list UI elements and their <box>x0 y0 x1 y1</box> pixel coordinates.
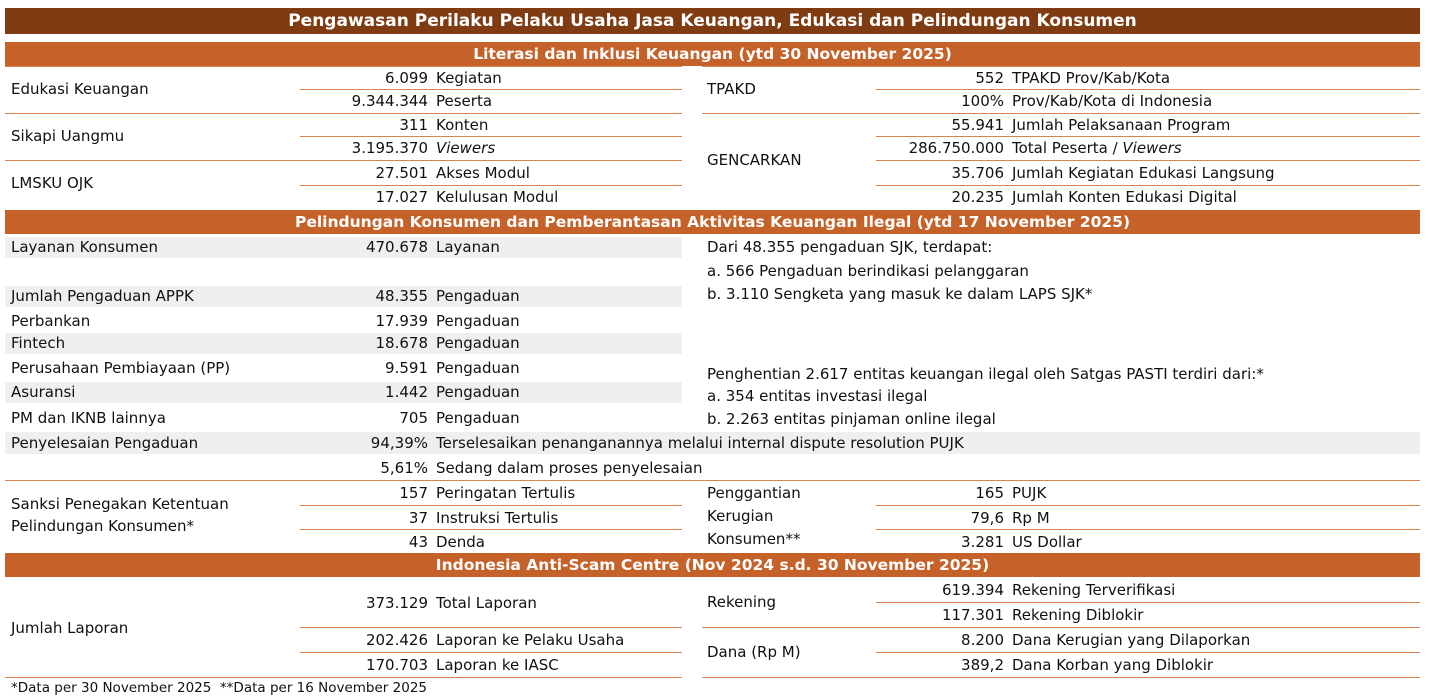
value-gencarkan-program: 55.941 <box>951 116 1004 134</box>
unit-perusahaan-pembiayaan: Pengaduan <box>436 359 520 377</box>
pasti-note-intro: Penghentian 2.617 entitas keuangan ilegal oleh Satgas PASTI terdiri dari:* <box>707 365 1264 383</box>
unit-penggantian-pujk: PUJK <box>1012 484 1047 502</box>
section-header-literasi: Literasi dan Inklusi Keuangan (ytd 30 November 2025) <box>5 42 1420 66</box>
label-lmsku-ojk: LMSKU OJK <box>11 174 94 192</box>
unit-lmsku-akses: Akses Modul <box>436 164 530 182</box>
label-penggantian-line3: Konsumen** <box>707 530 801 548</box>
pasti-note-b: b. 2.263 entitas pinjaman online ilegal <box>707 410 996 428</box>
unit-penyelesaian-proses: Sedang dalam proses penyelesaian <box>436 459 703 477</box>
sjk-note-b: b. 3.110 Sengketa yang masuk ke dalam LAPS SJK* <box>707 285 1093 303</box>
rule <box>300 89 682 90</box>
label-rekening: Rekening <box>707 593 777 611</box>
value-pm-iknb: 705 <box>399 409 428 427</box>
value-penyelesaian-selesai: 94,39% <box>370 434 428 452</box>
label-sanksi-line2: Pelindungan Konsumen* <box>11 517 195 535</box>
page-title: Pengawasan Perilaku Pelaku Usaha Jasa Keuangan, Edukasi dan Pelindungan Konsumen <box>5 8 1420 34</box>
section-header-iasc: Indonesia Anti-Scam Centre (Nov 2024 s.d. 30 November 2025) <box>5 553 1420 577</box>
rule <box>876 160 1420 161</box>
value-penggantian-pujk: 165 <box>975 484 1004 502</box>
rule <box>876 136 1420 137</box>
unit-gencarkan-digital: Jumlah Konten Edukasi Digital <box>1012 188 1237 206</box>
unit-sanksi-peringatan: Peringatan Tertulis <box>436 484 576 502</box>
unit-rekening-diblokir: Rekening Diblokir <box>1012 606 1144 624</box>
rule <box>876 652 1420 653</box>
label-tpakd: TPAKD <box>707 80 756 98</box>
rule <box>300 627 682 628</box>
unit-sikapi-viewers: Viewers <box>436 139 496 157</box>
value-gencarkan-langsung: 35.706 <box>951 164 1004 182</box>
value-sikapi-konten: 311 <box>399 116 428 134</box>
rule <box>5 480 1420 481</box>
value-sanksi-instruksi: 37 <box>408 509 428 527</box>
label-perusahaan-pembiayaan: Perusahaan Pembiayaan (PP) <box>11 359 231 377</box>
unit-perbankan: Pengaduan <box>436 312 520 330</box>
label-gencarkan: GENCARKAN <box>707 151 802 169</box>
unit-asuransi: Pengaduan <box>436 383 520 401</box>
unit-penggantian-rupiah: Rp M <box>1012 509 1050 527</box>
rule <box>876 185 1420 186</box>
label-sikapi-uangmu: Sikapi Uangmu <box>11 127 125 145</box>
label-penggantian-line2: Kerugian <box>707 507 774 525</box>
unit-gencarkan-peserta-text: Total Peserta / <box>1012 139 1123 157</box>
rule <box>702 677 1420 678</box>
label-pengaduan-appk: Jumlah Pengaduan APPK <box>11 287 194 305</box>
rule <box>5 160 682 161</box>
unit-penggantian-usd: US Dollar <box>1012 533 1082 551</box>
unit-total-laporan: Total Laporan <box>436 594 537 612</box>
unit-laporan-iasc: Laporan ke IASC <box>436 656 559 674</box>
unit-gencarkan-peserta <box>1012 138 1182 158</box>
label-dana: Dana (Rp M) <box>707 643 801 661</box>
footnote: *Data per 30 November 2025 **Data per 16 November 2025 <box>11 680 428 696</box>
value-edukasi-kegiatan: 6.099 <box>385 69 428 87</box>
value-penggantian-rupiah: 79,6 <box>970 509 1004 527</box>
rule <box>702 113 1420 114</box>
value-layanan-konsumen: 470.678 <box>365 238 428 256</box>
rule <box>300 185 682 186</box>
unit-pengaduan-appk: Pengaduan <box>436 287 520 305</box>
value-gencarkan-digital: 20.235 <box>951 188 1004 206</box>
unit-gencarkan-langsung: Jumlah Kegiatan Edukasi Langsung <box>1012 164 1275 182</box>
unit-gencarkan-program: Jumlah Pelaksanaan Program <box>1012 116 1231 134</box>
value-laporan-pelaku-usaha: 202.426 <box>365 631 428 649</box>
unit-dana-diblokir: Dana Korban yang Diblokir <box>1012 656 1214 674</box>
value-penyelesaian-proses: 5,61% <box>380 459 428 477</box>
rule <box>300 505 682 506</box>
value-dana-kerugian: 8.200 <box>961 631 1004 649</box>
unit-tpakd-count: TPAKD Prov/Kab/Kota <box>1012 69 1171 87</box>
sjk-note-a: a. 566 Pengaduan berindikasi pelanggaran <box>707 262 1029 280</box>
value-total-laporan: 373.129 <box>365 594 428 612</box>
rule <box>5 66 682 67</box>
unit-sikapi-konten: Konten <box>436 116 489 134</box>
label-perbankan: Perbankan <box>11 312 91 330</box>
label-sanksi-line1: Sanksi Penegakan Ketentuan <box>11 495 229 513</box>
unit-lmsku-kelulusan: Kelulusan Modul <box>436 188 559 206</box>
value-lmsku-akses: 27.501 <box>375 164 428 182</box>
section-header-pelindungan: Pelindungan Konsumen dan Pemberantasan Aktivitas Keuangan Ilegal (ytd 17 November 2025) <box>5 210 1420 234</box>
sjk-note-intro: Dari 48.355 pengaduan SJK, terdapat: <box>707 238 993 256</box>
value-laporan-iasc: 170.703 <box>365 656 428 674</box>
value-sanksi-peringatan: 157 <box>399 484 428 502</box>
unit-pm-iknb: Pengaduan <box>436 409 520 427</box>
value-dana-diblokir: 389,2 <box>961 656 1004 674</box>
rule <box>300 652 682 653</box>
label-pm-iknb: PM dan IKNB lainnya <box>11 409 166 427</box>
value-edukasi-peserta: 9.344.344 <box>351 92 428 110</box>
rule <box>702 627 1420 628</box>
unit-tpakd-percent: Prov/Kab/Kota di Indonesia <box>1012 92 1213 110</box>
value-tpakd-percent: 100% <box>961 92 1004 110</box>
label-penggantian-line1: Penggantian <box>707 484 801 502</box>
rule <box>702 66 1420 67</box>
unit-sanksi-denda: Denda <box>436 533 485 551</box>
unit-edukasi-kegiatan: Kegiatan <box>436 69 502 87</box>
rule <box>876 505 1420 506</box>
rule <box>876 89 1420 90</box>
value-gencarkan-peserta: 286.750.000 <box>908 139 1004 157</box>
value-tpakd-count: 552 <box>975 69 1004 87</box>
rule <box>5 113 682 114</box>
label-penyelesaian-pengaduan: Penyelesaian Pengaduan <box>11 434 199 452</box>
rule <box>876 529 1420 530</box>
value-rekening-diblokir: 117.301 <box>941 606 1004 624</box>
pasti-note-a: a. 354 entitas investasi ilegal <box>707 387 928 405</box>
unit-layanan-konsumen: Layanan <box>436 238 500 256</box>
value-sanksi-denda: 43 <box>408 533 428 551</box>
unit-rekening-terverifikasi: Rekening Terverifikasi <box>1012 581 1176 599</box>
unit-penyelesaian-selesai: Terselesaikan penanganannya melalui internal dispute resolution PUJK <box>436 434 964 452</box>
unit-sanksi-instruksi: Instruksi Tertulis <box>436 509 559 527</box>
value-pengaduan-appk: 48.355 <box>375 287 428 305</box>
label-jumlah-laporan: Jumlah Laporan <box>11 619 129 637</box>
value-penggantian-usd: 3.281 <box>961 533 1004 551</box>
unit-gencarkan-viewers: Viewers <box>1122 139 1182 157</box>
label-asuransi: Asuransi <box>11 383 76 401</box>
label-layanan-konsumen: Layanan Konsumen <box>11 238 159 256</box>
value-lmsku-kelulusan: 17.027 <box>375 188 428 206</box>
rule <box>876 602 1420 603</box>
value-sikapi-viewers: 3.195.370 <box>351 139 428 157</box>
label-fintech: Fintech <box>11 334 66 352</box>
rule <box>300 529 682 530</box>
unit-dana-kerugian: Dana Kerugian yang Dilaporkan <box>1012 631 1251 649</box>
unit-laporan-pelaku-usaha: Laporan ke Pelaku Usaha <box>436 631 625 649</box>
value-fintech: 18.678 <box>375 334 428 352</box>
value-perusahaan-pembiayaan: 9.591 <box>385 359 428 377</box>
unit-edukasi-peserta: Peserta <box>436 92 493 110</box>
label-edukasi-keuangan: Edukasi Keuangan <box>11 80 149 98</box>
value-perbankan: 17.939 <box>375 312 428 330</box>
value-rekening-terverifikasi: 619.394 <box>941 581 1004 599</box>
unit-fintech: Pengaduan <box>436 334 520 352</box>
value-asuransi: 1.442 <box>385 383 428 401</box>
rule <box>300 136 682 137</box>
